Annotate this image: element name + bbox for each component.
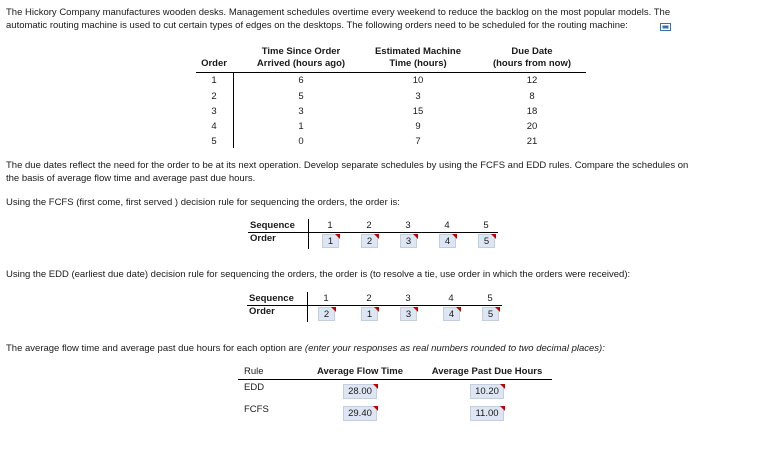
order-number-cell: 5 xyxy=(211,136,217,147)
summary-prompt-note: (enter your responses as real numbers rounded to two decimal places): xyxy=(304,343,605,354)
instructions-line-1: The due dates reflect the need for the order to be at its next operation. Develop separate schedules by using the FCFS and EDD rules. Compare the schedules on xyxy=(6,160,689,171)
due-date-cell: 8 xyxy=(529,91,535,102)
machine-time-cell: 10 xyxy=(412,75,424,86)
col-header-machine-2: Time (hours) xyxy=(389,58,447,69)
answer-flag-icon xyxy=(491,234,496,239)
orders-header-rule xyxy=(196,72,586,73)
order-answer-input[interactable]: 4 xyxy=(443,307,460,321)
order-answer-input[interactable]: 2 xyxy=(318,307,335,321)
answer-flag-icon xyxy=(495,307,500,312)
answer-flag-icon xyxy=(413,234,418,239)
answer-flag-icon xyxy=(335,234,340,239)
intro-line-2: automatic routing machine is used to cut certain types of edges on the desktops. The following orders need to be scheduled for the routing machine: xyxy=(6,20,628,31)
machine-time-cell: 15 xyxy=(412,106,424,117)
sequence-number: 2 xyxy=(366,293,372,304)
edit-table-icon[interactable] xyxy=(660,22,671,32)
answer-flag-icon xyxy=(456,307,461,312)
fcfs-prompt: Using the FCFS (first come, first served ) decision rule for sequencing the orders, the order is: xyxy=(6,197,400,208)
col-header-arrived-1: Time Since Order xyxy=(261,46,341,57)
arrived-cell: 1 xyxy=(298,121,304,132)
arrived-cell: 0 xyxy=(298,136,304,147)
instructions-line-2: the basis of average flow time and average past due hours. xyxy=(6,173,256,184)
col-header-machine-1: Estimated Machine xyxy=(374,46,462,57)
machine-time-cell: 9 xyxy=(415,121,421,132)
order-label: Order xyxy=(250,233,276,244)
answer-flag-icon xyxy=(373,406,378,411)
summary-header-rule: Rule xyxy=(244,366,264,377)
order-answer-input[interactable]: 1 xyxy=(322,234,339,248)
sequence-number: 5 xyxy=(487,293,493,304)
sequence-number: 2 xyxy=(366,220,372,231)
machine-time-cell: 7 xyxy=(415,136,421,147)
order-answer-input[interactable]: 3 xyxy=(400,234,417,248)
sequence-number: 5 xyxy=(483,220,489,231)
summary-rule-cell: EDD xyxy=(244,382,265,393)
order-number-cell: 1 xyxy=(211,75,217,86)
summary-header-line xyxy=(238,379,552,380)
orders-col-divider xyxy=(233,72,234,148)
order-number-cell: 4 xyxy=(211,121,217,132)
sequence-label-divider xyxy=(308,219,309,249)
due-date-cell: 18 xyxy=(526,106,538,117)
due-date-cell: 20 xyxy=(526,121,538,132)
order-answer-input[interactable]: 4 xyxy=(439,234,456,248)
sequence-number: 3 xyxy=(405,293,411,304)
edd-prompt: Using the EDD (earliest due date) decision rule for sequencing the orders, the order is (to resolve a tie, use order in which the orders were received): xyxy=(6,269,631,280)
machine-time-cell: 3 xyxy=(415,91,421,102)
answer-flag-icon xyxy=(452,234,457,239)
sequence-number: 3 xyxy=(405,220,411,231)
col-header-due-1: Due Date xyxy=(511,46,553,57)
answer-flag-icon xyxy=(374,234,379,239)
answer-flag-icon xyxy=(373,384,378,389)
due-date-cell: 12 xyxy=(526,75,538,86)
arrived-cell: 5 xyxy=(298,91,304,102)
sequence-header-rule xyxy=(247,305,502,306)
past-due-input[interactable]: 10.20 xyxy=(470,384,504,399)
sequence-number: 4 xyxy=(448,293,454,304)
order-answer-input[interactable]: 1 xyxy=(361,307,378,321)
summary-prompt-text: The average flow time and average past due hours for each option are xyxy=(6,343,305,354)
sequence-number: 4 xyxy=(444,220,450,231)
arrived-cell: 3 xyxy=(298,106,304,117)
flow-time-input[interactable]: 28.00 xyxy=(343,384,377,399)
arrived-cell: 6 xyxy=(298,75,304,86)
order-number-cell: 3 xyxy=(211,106,217,117)
summary-header-past-due: Average Past Due Hours xyxy=(431,366,543,377)
summary-prompt xyxy=(6,342,605,355)
sequence-label-divider xyxy=(307,292,308,322)
order-answer-input[interactable]: 5 xyxy=(482,307,499,321)
answer-flag-icon xyxy=(331,307,336,312)
answer-flag-icon xyxy=(413,307,418,312)
summary-rule-cell: FCFS xyxy=(244,404,269,415)
summary-header-flow: Average Flow Time xyxy=(316,366,404,377)
answer-flag-icon xyxy=(500,384,505,389)
order-label: Order xyxy=(249,306,275,317)
due-date-cell: 21 xyxy=(526,136,538,147)
sequence-header-rule xyxy=(248,232,498,233)
sequence-number: 1 xyxy=(327,220,333,231)
sequence-label: Sequence xyxy=(250,220,295,231)
order-answer-input[interactable]: 5 xyxy=(478,234,495,248)
order-number-cell: 2 xyxy=(211,91,217,102)
flow-time-input[interactable]: 29.40 xyxy=(343,406,377,421)
order-answer-input[interactable]: 2 xyxy=(361,234,378,248)
answer-flag-icon xyxy=(374,307,379,312)
past-due-input[interactable]: 11.00 xyxy=(470,406,504,421)
sequence-number: 1 xyxy=(323,293,329,304)
intro-line-1: The Hickory Company manufactures wooden desks. Management schedules overtime every weekend to reduce the backlog on the most popular models. The xyxy=(6,7,671,18)
col-header-order: Order xyxy=(201,58,227,69)
answer-flag-icon xyxy=(500,406,505,411)
col-header-due-2: (hours from now) xyxy=(492,58,572,69)
sequence-label: Sequence xyxy=(249,293,294,304)
order-answer-input[interactable]: 3 xyxy=(400,307,417,321)
col-header-arrived-2: Arrived (hours ago) xyxy=(256,58,346,69)
